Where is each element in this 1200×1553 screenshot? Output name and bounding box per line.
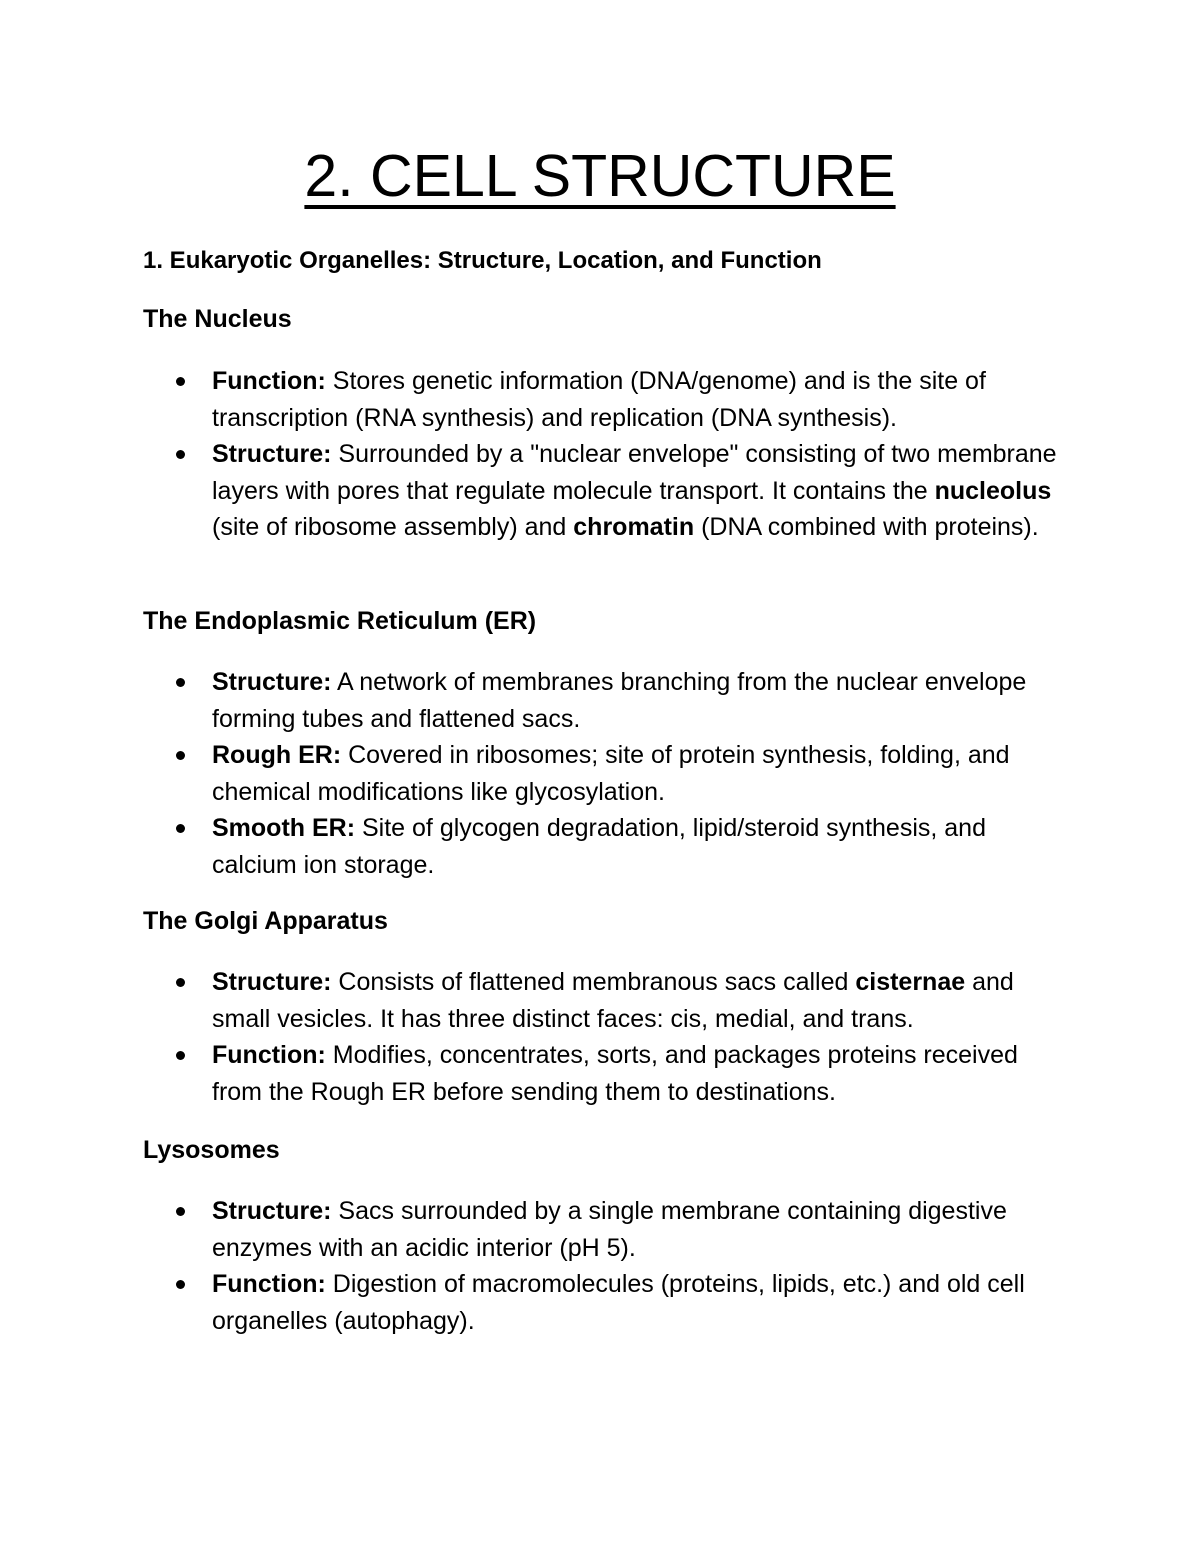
item-label: Rough ER: — [212, 741, 342, 769]
item-label: Smooth ER: — [212, 814, 356, 842]
section-heading: 1. Eukaryotic Organelles: Structure, Location, and Function — [143, 247, 822, 274]
bullet-icon — [176, 824, 185, 833]
key-term: nucleolus — [934, 476, 1052, 505]
subsection-heading-golgi: The Golgi Apparatus — [143, 907, 388, 935]
subsection-heading-lysosomes: Lysosomes — [143, 1136, 280, 1164]
item-text: Stores genetic information (DNA/genome) and is the site of transcription (RNA synthesis) and replication (DNA synthesis). — [212, 367, 986, 432]
item-label: Function: — [212, 1270, 326, 1298]
list-item — [0, 964, 1072, 1037]
item-label: Structure: — [212, 1197, 332, 1225]
list-item — [0, 1037, 1072, 1110]
item-text: Site of glycogen degradation, lipid/steroid synthesis, and calcium ion storage. — [212, 814, 986, 879]
item-label: Structure: — [212, 968, 332, 996]
bullet-list-er — [0, 664, 1200, 883]
item-text: Covered in ribosomes; site of protein synthesis, folding, and chemical modifications like glycosylation. — [212, 741, 1010, 806]
item-text: A network of membranes branching from the nuclear envelope forming tubes and flattened sacs. — [212, 668, 1027, 733]
list-item — [0, 664, 1072, 737]
item-label: Structure: — [212, 668, 332, 696]
item-text: Modifies, concentrates, sorts, and packages proteins received from the Rough ER before sending them to destinations. — [212, 1041, 1018, 1106]
key-term: cisternae — [855, 968, 966, 996]
bullet-icon — [176, 1280, 185, 1289]
list-item — [0, 1193, 1072, 1266]
subsection-heading-nucleus: The Nucleus — [143, 305, 292, 333]
bullet-icon — [176, 678, 185, 687]
key-term: chromatin — [573, 513, 695, 541]
item-label: Function: — [212, 367, 326, 395]
item-text: Consists of flattened membranous sacs called — [331, 968, 856, 996]
bullet-icon — [176, 751, 185, 760]
list-item — [0, 737, 1072, 810]
item-text: Digestion of macromolecules (proteins, lipids, etc.) and old cell organelles (autophagy). — [212, 1270, 1025, 1335]
list-item — [0, 1266, 1072, 1339]
bullet-icon — [176, 1051, 185, 1060]
bullet-icon — [176, 450, 185, 459]
item-text: Sacs surrounded by a single membrane containing digestive enzymes with an acidic interior (pH 5). — [212, 1197, 1007, 1262]
page-title: 2. CELL STRUCTURE — [304, 143, 896, 209]
bullet-list-lysosomes — [0, 1193, 1200, 1339]
item-text: Surrounded by a "nuclear envelope" consisting of two membrane layers with pores that regulate molecule transport. It contains the — [212, 440, 1057, 505]
bullet-icon — [176, 1207, 185, 1216]
item-label: Function: — [212, 1041, 326, 1069]
bullet-list-nucleus — [0, 363, 1200, 546]
list-item — [0, 363, 1072, 436]
bullet-icon — [176, 377, 185, 386]
item-text: and small vesicles. It has three distinct faces: cis, medial, and trans. — [212, 968, 1014, 1033]
list-item — [0, 810, 1072, 883]
item-label: Structure: — [212, 440, 332, 468]
list-item — [0, 436, 1072, 546]
item-text: (site of ribosome assembly) and — [212, 513, 574, 541]
item-text: (DNA combined with proteins). — [694, 513, 1039, 541]
bullet-list-golgi — [0, 964, 1200, 1110]
subsection-heading-er: The Endoplasmic Reticulum (ER) — [143, 607, 537, 635]
bullet-icon — [176, 978, 185, 987]
